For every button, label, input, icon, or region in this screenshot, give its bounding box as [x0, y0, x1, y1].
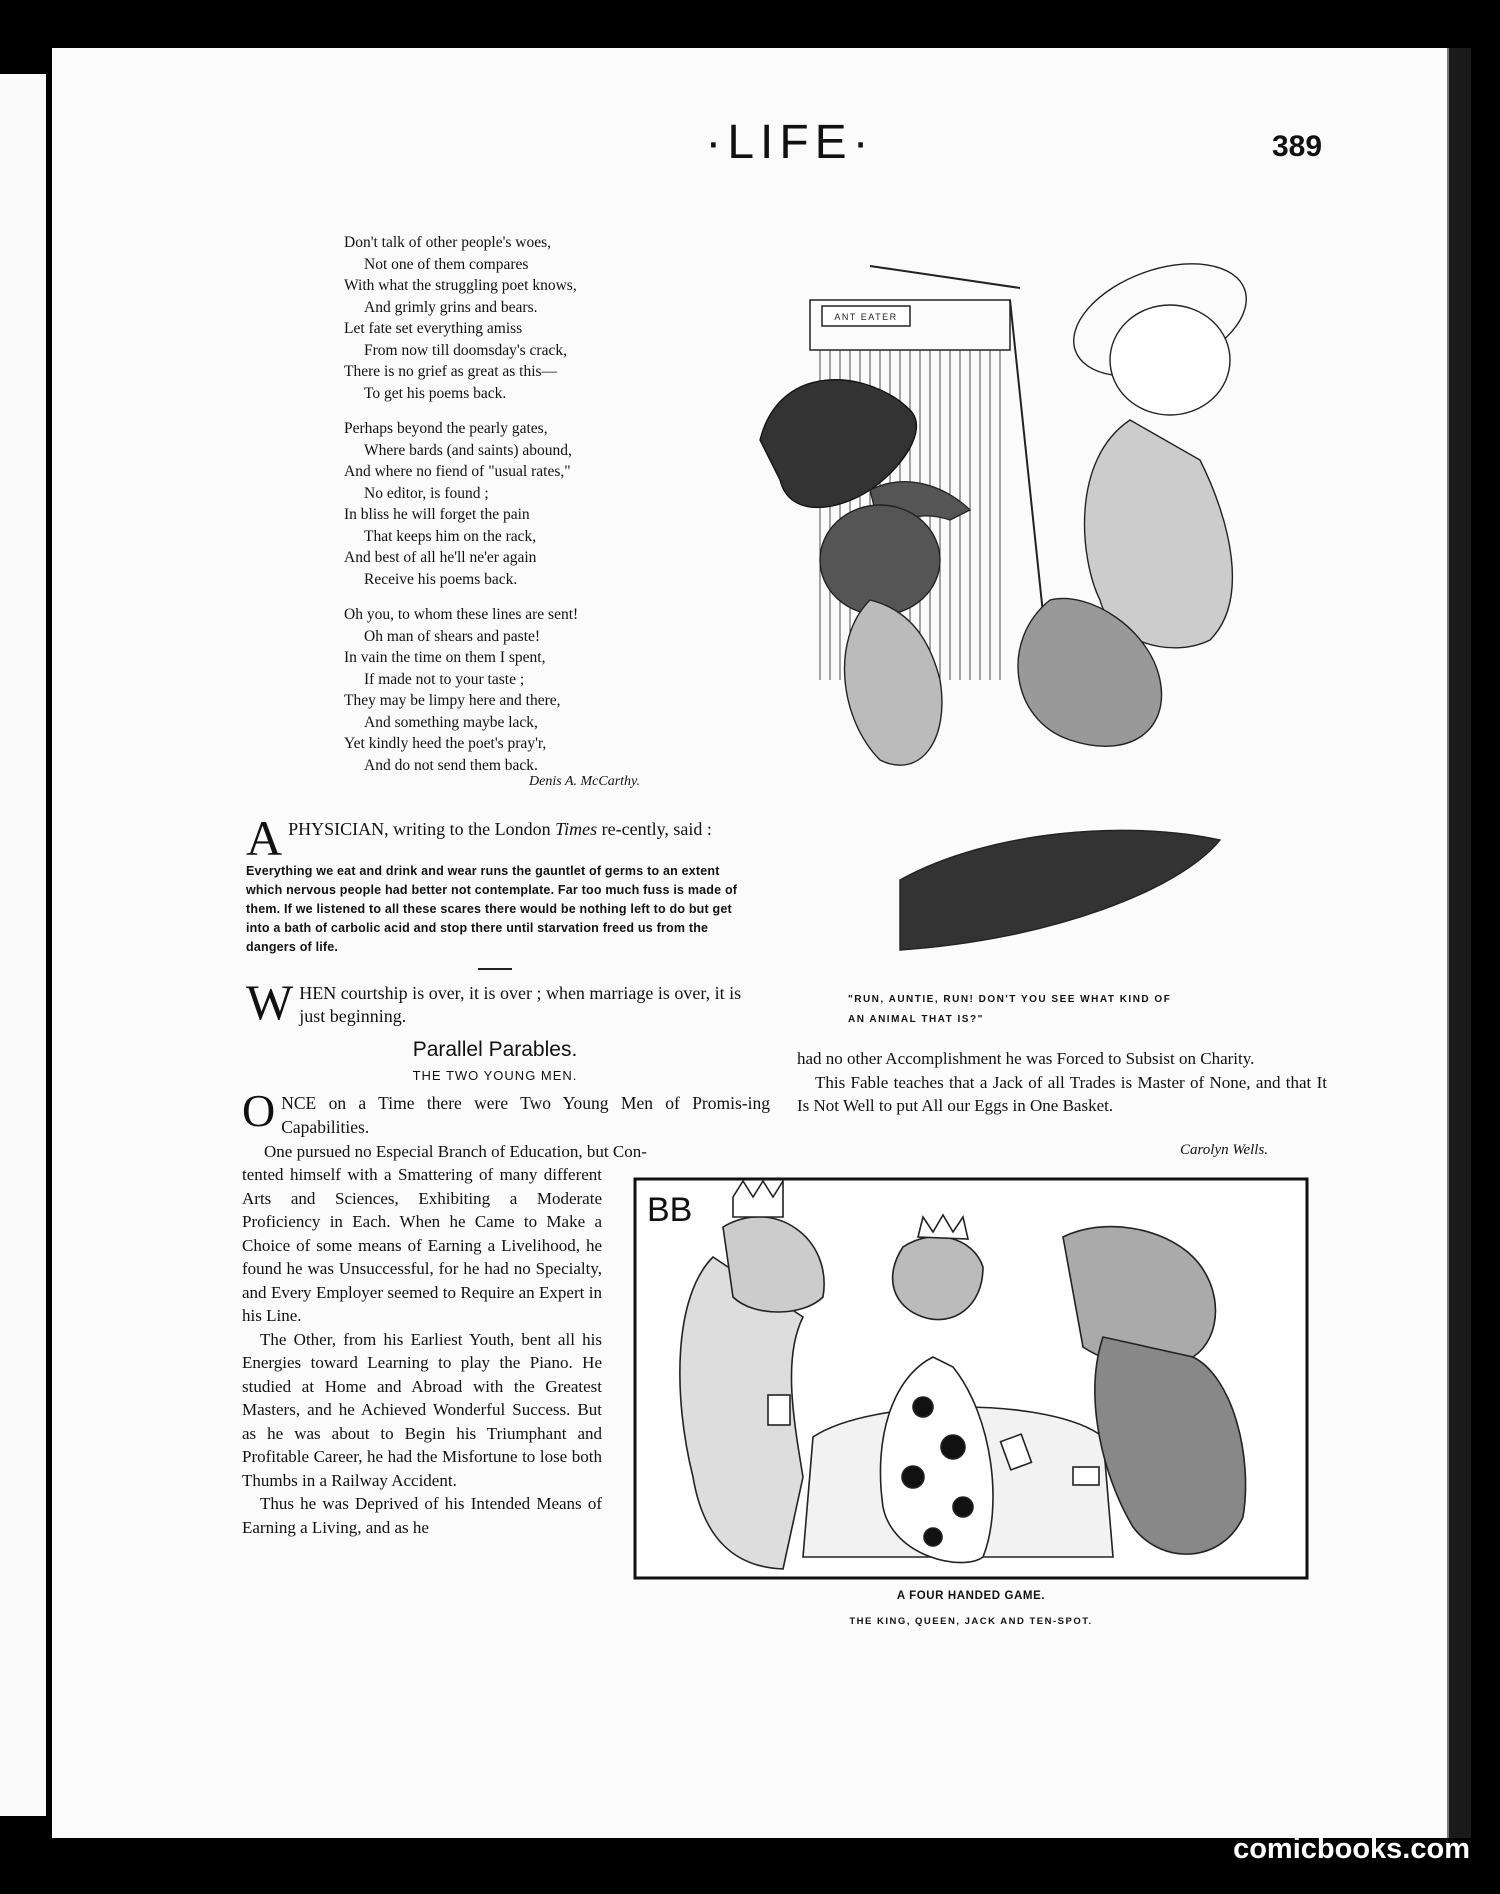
artist-monogram: BB — [647, 1191, 693, 1229]
poem-line: In bliss he will forget the pain — [344, 506, 530, 523]
poem-line: Receive his poems back. — [364, 570, 518, 588]
poem-stanza — [344, 604, 684, 776]
poem-line: Where bards (and saints) abound, — [364, 441, 572, 459]
poem-line: Perhaps beyond the pearly gates, — [344, 420, 548, 437]
poem — [344, 232, 684, 790]
parables-subtitle: THE TWO YOUNG MEN. — [412, 1068, 578, 1083]
courtship-item — [246, 974, 744, 1030]
parables-right-text: had no other Accomplishment he was Forced to Subsist on Charity. — [797, 1049, 1255, 1068]
ant-eater-illustration — [750, 260, 1270, 990]
parables-para1-first: One pursued no Especial Branch of Education, but Con- — [264, 1142, 647, 1161]
page-number: 389 — [1272, 130, 1323, 163]
physician-times: Times — [555, 819, 598, 839]
physician-quote: Everything we eat and drink and wear runs the gauntlet of germs to an extent which nervous people had better not contemplate. Far too much fuss is made of them. If we listened to all these scares there would be nothing left to do but get into a bath of carbolic acid and stop there until starvation freed us from the dangers of life. — [246, 864, 738, 954]
ant-eater-caption — [848, 990, 1288, 1030]
poem-line: In vain the time on them I spent, — [344, 649, 546, 666]
divider — [478, 968, 512, 970]
cartoon-subcaption: THE KING, QUEEN, JACK AND TEN-SPOT. — [849, 1616, 1093, 1627]
parables-opening — [242, 1085, 770, 1139]
poem-line: If made not to your taste ; — [364, 670, 525, 688]
physician-dropcap: A — [246, 810, 283, 866]
parables-title: Parallel Parables. — [412, 1038, 578, 1061]
ant-eater-sign: ANT EATER — [834, 312, 898, 322]
poem-line: That keeps him on the rack, — [364, 527, 537, 545]
parables-right-column — [797, 1047, 1327, 1118]
poem-line: From now till doomsday's crack, — [364, 341, 567, 359]
physician-lead-end: re-cently, said : — [597, 819, 712, 839]
watermark: comicbooks.com — [1233, 1833, 1470, 1865]
physician-lead: PHYSICIAN, writing to the London — [288, 819, 556, 839]
poem-line: And where no fiend of "usual rates," — [344, 463, 571, 480]
poem-line: To get his poems back. — [364, 384, 507, 402]
parables-moral: This Fable teaches that a Jack of all Trades is Master of None, and that It Is Not Well to put All our Eggs in One Basket. — [797, 1072, 1327, 1115]
four-handed-game-cartoon — [633, 1177, 1309, 1580]
poem-line: There is no grief as great as this— — [344, 363, 558, 380]
poem-line: Oh you, to whom these lines are sent! — [344, 606, 579, 623]
ant-eater-caption-line1: "RUN, AUNTIE, RUN! DON'T YOU SEE WHAT KIND OF — [848, 994, 1172, 1005]
poem-line: Not one of them compares — [364, 255, 529, 273]
poem-line: Let fate set everything amiss — [344, 320, 523, 337]
poem-line: And grimly grins and bears. — [364, 298, 538, 316]
poem-stanza — [344, 418, 684, 590]
physician-item — [246, 810, 744, 957]
parables-left-column — [242, 1163, 602, 1539]
cartoon-caption: A FOUR HANDED GAME. — [896, 1590, 1046, 1602]
parables-opening-text: NCE on a Time there were Two Young Men of Promis-ing Capabilities. — [281, 1093, 770, 1137]
parables-para1-rest: tented himself with a Smattering of many different Arts and Sciences, Exhibiting a Moderate Proficiency in Each. When he Came to Make a Choice of some means of Earning a Livelihood, he found he was Unsuccessful, for he had no Specialty, and Every Employer seemed to Require an Expert in his Line. — [242, 1165, 602, 1325]
masthead-title: ·LIFE· — [705, 116, 875, 169]
poem-line: Oh man of shears and paste! — [364, 627, 541, 645]
poem-line: And best of all he'll ne'er again — [344, 549, 537, 566]
facing-page-edge — [0, 74, 46, 1816]
poem-line: Yet kindly heed the poet's pray'r, — [344, 735, 547, 752]
parables-signature: Carolyn Wells. — [1180, 1142, 1269, 1158]
poem-line: And something maybe lack, — [364, 713, 538, 731]
ant-eater-caption-line2: AN ANIMAL THAT IS?" — [848, 1014, 984, 1025]
poem-stanza — [344, 232, 684, 404]
poem-line: With what the struggling poet knows, — [344, 277, 577, 294]
parables-para2: The Other, from his Earliest Youth, bent all his Energies toward Learning to play the Piano. He studied at Home and Abroad with the Greatest Masters, and he Achieved Wonderful Success. But as he was about to Begin his Triumphant and Profitable Career, he had the Misfortune to lose both Thumbs in a Railway Accident. — [242, 1329, 602, 1490]
poem-line: No editor, is found ; — [364, 484, 489, 502]
poem-line: And do not send them back. — [364, 756, 538, 774]
courtship-text: HEN courtship is over, it is over ; when marriage is over, it is just beginning. — [299, 983, 742, 1026]
page-binding-edge — [1447, 48, 1471, 1838]
parables-dropcap: O — [242, 1085, 276, 1136]
parables-para3: Thus he was Deprived of his Intended Means of Earning a Living, and as he — [242, 1494, 602, 1537]
poem-line: Don't talk of other people's woes, — [344, 234, 552, 251]
poem-line: They may be limpy here and there, — [344, 692, 561, 709]
poem-signature: Denis A. McCarthy. — [529, 774, 640, 789]
courtship-dropcap: W — [246, 974, 294, 1030]
